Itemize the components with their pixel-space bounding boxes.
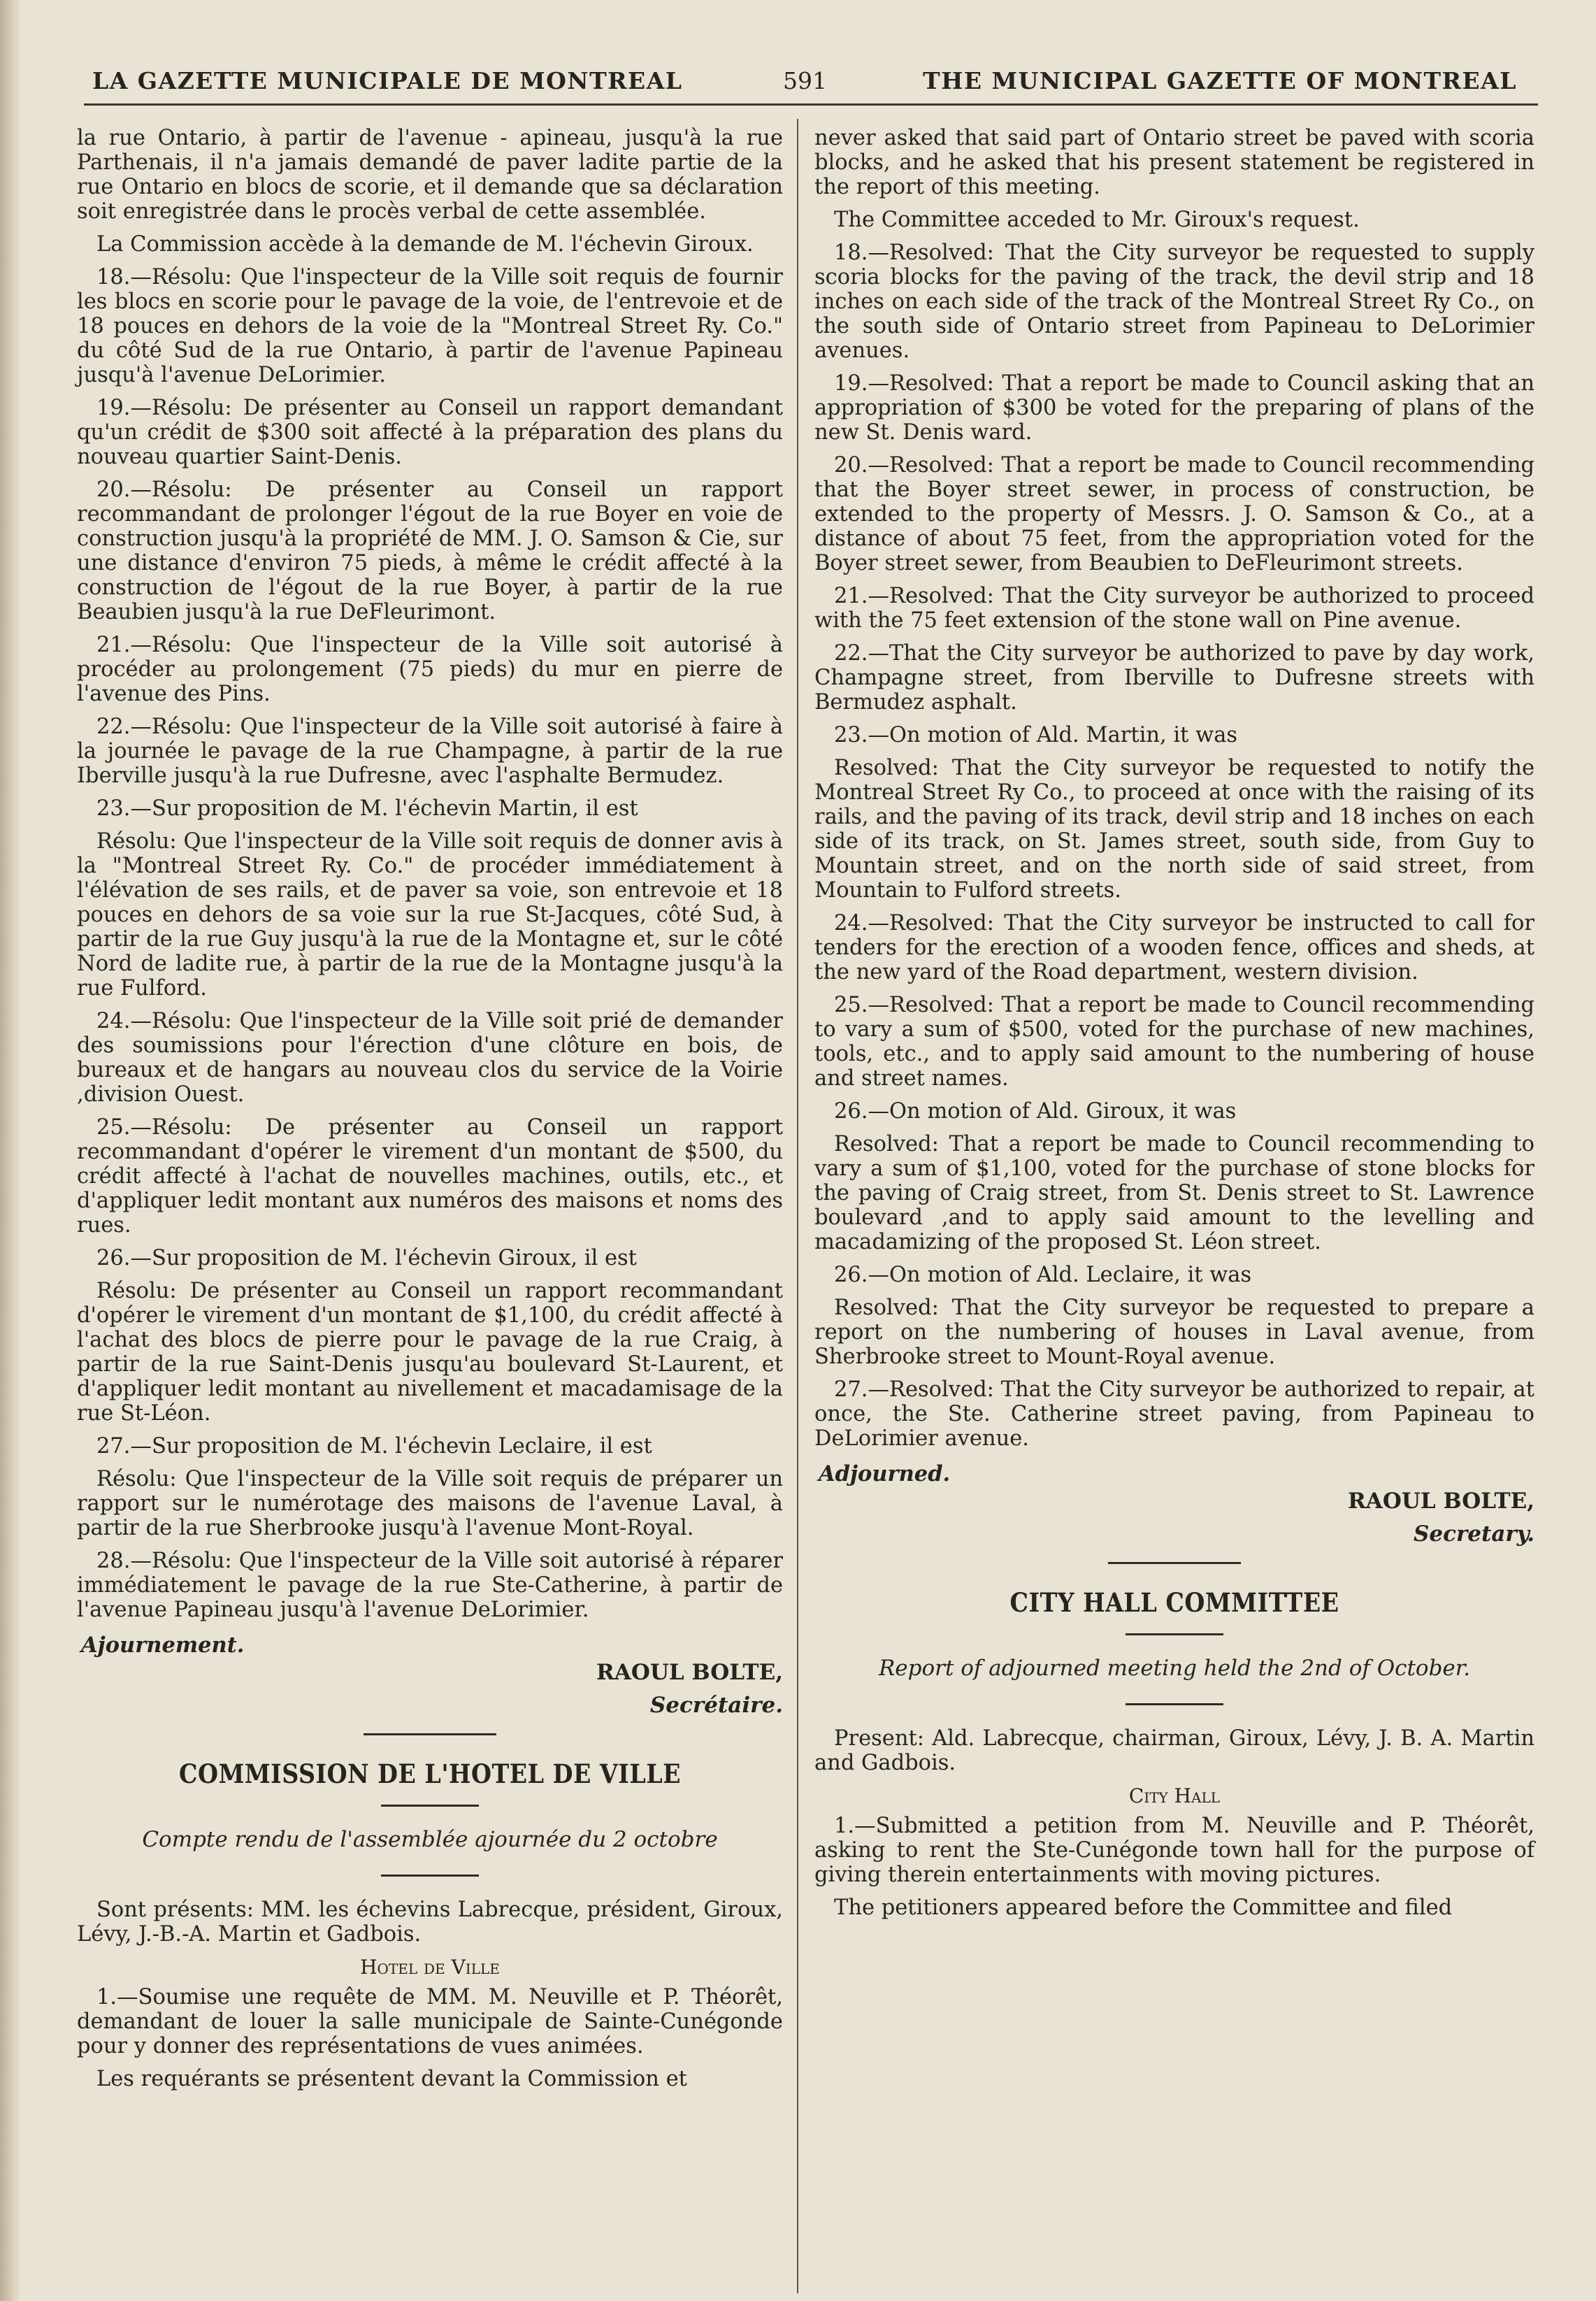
attendance-paragraph: Sont présents: MM. les échevins Labrecque, président, Giroux, Lévy, J.-B.-A. Martin et Gadbois. [77, 1898, 783, 1947]
left-column-french [77, 126, 783, 2100]
subtitle-divider [1126, 1703, 1223, 1705]
paragraph: 1.—Soumise une requête de MM. M. Neuville et P. Théorêt, demandant de louer la salle municipale de Sainte-Cunégonde pour y donner des représentations de vues animées. [77, 1985, 783, 2058]
header-right-title: THE MUNICIPAL GAZETTE OF MONTREAL [923, 67, 1517, 94]
paragraph: 22.—That the City surveyor be authorized to pave by day work, Champagne street, from Iberville to Dufresne streets with Bermudez asphalt. [814, 641, 1534, 715]
paragraph: 18.—Résolu: Que l'inspecteur de la Ville soit requis de fournir les blocs en scorie pour le pavage de la voie, de l'entrevoie et de 18 pouces en dehors de la voie de la "Montreal Street Ry. Co." du côté Sud de la rue Ontario, à partir de l'avenue Papineau jusqu'à l'avenue DeLorimier. [77, 265, 783, 387]
paragraph: 26.—On motion of Ald. Giroux, it was [834, 1099, 1237, 1124]
paragraph: The Committee acceded to Mr. Giroux's request. [834, 208, 1360, 232]
paragraph: 24.—Résolu: Que l'inspecteur de la Ville soit prié de demander des soumissions pour l'érection d'une clôture en bois, de bureaux et de hangars au nouveau clos du service de la Voirie ,division Ouest. [77, 1009, 783, 1107]
paragraph: 25.—Resolved: That a report be made to Council recommending to vary a sum of $500, voted for the purchase of new machines, tools, etc., and to apply said amount to the numbering of house and street names. [814, 993, 1534, 1091]
paragraph: Resolved: That a report be made to Council recommending to vary a sum of $1,100, voted for the purchase of stone blocks for the paving of Craig street, from St. Denis street to St. Lawrence boulevard ,and to apply said amount to the levelling and macadamizing of the proposed St. Léon street. [814, 1132, 1534, 1254]
signature-role: Secrétaire. [649, 1693, 783, 1718]
paragraph: 23.—Sur proposition de M. l'échevin Martin, il est [96, 796, 638, 821]
paragraph: 25.—Résolu: De présenter au Conseil un rapport recommandant d'opérer le virement d'un montant de $500, du crédit affecté à l'achat de nouvelles machines, outils, etc., et d'appliquer ledit montant aux numéros des maisons et noms des rues. [77, 1115, 783, 1238]
paragraph: 24.—Resolved: That the City surveyor be instructed to call for tenders for the erection of a wooden fence, offices and sheds, at the new yard of the Road department, western division. [814, 911, 1534, 984]
paragraph: 28.—Résolu: Que l'inspecteur de la Ville soit autorisé à réparer immédiatement le pavage de la rue Ste-Catherine, à partir de l'avenue Papineau jusqu'à l'avenue DeLorimier. [77, 1549, 783, 1622]
subtitle-divider [381, 1875, 479, 1877]
section-title: CITY HALL COMMITTEE [1009, 1587, 1339, 1618]
page-spine-shadow [0, 0, 21, 2301]
section-divider [1108, 1562, 1241, 1564]
subsection-heading: Hotel de Ville [360, 1956, 500, 1979]
paragraph: Resolved: That the City surveyor be requested to notify the Montreal Street Ry Co., to proceed at once with the raising of its rails, and the paving of its track, devil strip and 18 inches on each side of its track, on St. James street, south side, from Guy to Mountain street, and on the north side of said street, from Mountain to Fulford streets. [814, 756, 1534, 903]
header-rule [84, 103, 1538, 106]
paragraph: 23.—On motion of Ald. Martin, it was [834, 723, 1238, 747]
paragraph: 19.—Resolved: That a report be made to Council asking that an appropriation of $300 be voted for the preparing of plans of the new St. Denis ward. [814, 371, 1534, 445]
section-divider [364, 1733, 496, 1735]
paragraph: 1.—Submitted a petition from M. Neuville and P. Théorêt, asking to rent the Ste-Cunégonde town hall for the purpose of giving therein entertainments with moving pictures. [814, 1814, 1534, 1887]
column-divider [797, 119, 798, 2293]
paragraph: Résolu: Que l'inspecteur de la Ville soit requis de préparer un rapport sur le numérotage des maisons de l'avenue Laval, à partir de la rue Sherbrooke jusqu'à l'avenue Mont-Royal. [77, 1467, 783, 1540]
title-divider [1126, 1633, 1223, 1635]
paragraph: La Commission accède à la demande de M. l'échevin Giroux. [96, 232, 754, 257]
page-header [84, 60, 1517, 102]
paragraph: 27.—Sur proposition de M. l'échevin Leclaire, il est [96, 1434, 652, 1458]
paragraph: Resolved: That the City surveyor be requested to prepare a report on the numbering of houses in Laval avenue, from Sherbrooke street to Mount-Royal avenue. [814, 1296, 1534, 1369]
section-subtitle: Report of adjourned meeting held the 2nd of October. [878, 1656, 1471, 1681]
paragraph: 26.—On motion of Ald. Leclaire, it was [834, 1263, 1252, 1287]
paragraph: never asked that said part of Ontario street be paved with scoria blocks, and he asked that his present statement be registered in the report of this meeting. [814, 126, 1534, 199]
paragraph: 21.—Résolu: Que l'inspecteur de la Ville soit autorisé à procéder au prolongement (75 pieds) du mur en pierre de l'avenue des Pins. [77, 633, 783, 706]
paragraph: Résolu: De présenter au Conseil un rapport recommandant d'opérer le virement d'un montant de $1,100, du crédit affecté à l'achat des blocs de pierre pour le pavage de la rue Craig, à partir de la rue Saint-Denis jusqu'au boulevard St-Laurent, et d'appliquer ledit montant au nivellement et macadamisage de la rue St-Léon. [77, 1279, 783, 1426]
paragraph: 18.—Resolved: That the City surveyor be requested to supply scoria blocks for the paving of the track, the devil strip and 18 inches on each side of the track of the Montreal Street Ry Co., on the south side of Ontario street from Papineau to DeLorimier avenues. [814, 241, 1534, 363]
paragraph: 19.—Résolu: De présenter au Conseil un rapport demandant qu'un crédit de $300 soit affecté à la préparation des plans du nouveau quartier Saint-Denis. [77, 396, 783, 469]
subsection-heading: City Hall [1128, 1784, 1221, 1807]
paragraph: la rue Ontario, à partir de l'avenue - apineau, jusqu'à la rue Parthenais, il n'a jamais demandé de paver ladite partie de la rue Ontario en blocs de scorie, et il demande que sa déclaration soit enregistrée dans le procès verbal de cette assemblée. [77, 126, 783, 224]
section-subtitle: Compte rendu de l'assemblée ajournée du 2 octobre [142, 1827, 718, 1852]
paragraph: 26.—Sur proposition de M. l'échevin Giroux, il est [96, 1246, 637, 1270]
signature-name: RAOUL BOLTE, [1348, 1489, 1534, 1514]
paragraph: 22.—Résolu: Que l'inspecteur de la Ville soit autorisé à faire à la journée le pavage de la rue Champagne, à partir de la rue Iberville jusqu'à la rue Dufresne, avec l'asphalte Bermudez. [77, 715, 783, 788]
right-column-english [814, 126, 1534, 1928]
signature-name: RAOUL BOLTE, [596, 1660, 783, 1685]
paragraph: The petitioners appeared before the Committee and filed [834, 1895, 1453, 1920]
paragraph: 21.—Resolved: That the City surveyor be authorized to proceed with the 75 feet extension of the stone wall on Pine avenue. [814, 584, 1534, 633]
page-number: 591 [783, 67, 827, 94]
section-title: COMMISSION DE L'HOTEL DE VILLE [178, 1758, 682, 1789]
header-left-title: LA GAZETTE MUNICIPALE DE MONTREAL [92, 67, 683, 94]
attendance-paragraph: Present: Ald. Labrecque, chairman, Giroux, Lévy, J. B. A. Martin and Gadbois. [814, 1726, 1534, 1775]
paragraph: Résolu: Que l'inspecteur de la Ville soit requis de donner avis à la "Montreal Street Ry. Co." de procéder immédiatement à l'élévation de ses rails, et de paver sa voie, son entrevoie et 18 pouces en dehors de sa voie sur la rue St-Jacques, côté Sud, à partir de la rue Guy jusqu'à la rue de la Montagne et, sur le côté Nord de ladite rue, à partir de la rue de la Montagne jusqu'à la rue Fulford. [77, 829, 783, 1001]
adjourned-label: Ajournement. [81, 1633, 245, 1658]
paragraph: 20.—Resolved: That a report be made to Council recommending that the Boyer street sewer, in process of construction, be extended to the property of Messrs. J. O. Samson & Co., at a distance of about 75 feet, from the appropriation voted for the Boyer street sewer, from Beaubien to DeFleurimont streets. [814, 453, 1534, 575]
title-divider [381, 1805, 479, 1807]
signature-role: Secretary. [1413, 1521, 1534, 1547]
adjourned-label: Adjourned. [819, 1461, 951, 1486]
paragraph: 20.—Résolu: De présenter au Conseil un rapport recommandant de prolonger l'égout de la rue Boyer en voie de construction jusqu'à la propriété de MM. J. O. Samson & Cie, sur une distance d'environ 75 pieds, à même le crédit affecté à la construction de l'égout de la rue Boyer, à partir de la rue Beaubien jusqu'à la rue DeFleurimont. [77, 478, 783, 624]
paragraph: 27.—Resolved: That the City surveyor be authorized to repair, at once, the Ste. Catherine street paving, from Papineau to DeLorimier avenue. [814, 1377, 1534, 1451]
paragraph: Les requérants se présentent devant la Commission et [96, 2067, 687, 2091]
